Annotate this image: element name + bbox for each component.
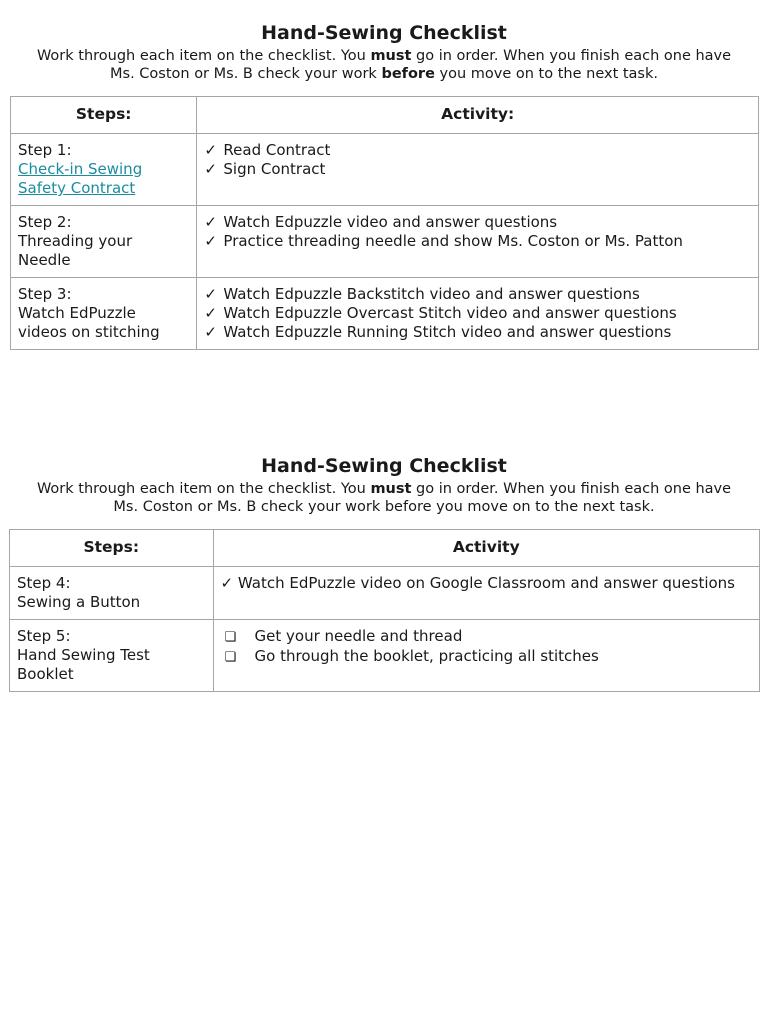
instructions-text [30, 480, 738, 516]
table-row [10, 620, 760, 692]
activity-text: Read Contract [223, 141, 331, 159]
checklist-table-1 [10, 96, 759, 350]
intro-text-part: Work through each item on the checklist. You [36, 481, 371, 497]
intro-emphasis-before: before [381, 66, 435, 82]
instructions-text [30, 47, 738, 83]
step-number: Step 4: [17, 574, 71, 592]
activity-item [204, 285, 751, 304]
activity-text: Watch Edpuzzle video and answer questions [223, 213, 558, 231]
activity-text: Sign Contract [223, 160, 326, 178]
step-description: Hand Sewing Test Booklet [17, 646, 150, 683]
checkmark-icon: ✓ [204, 285, 217, 303]
table-row [11, 278, 759, 350]
checklist-section-2 [0, 455, 768, 516]
checklist-item-text: Go through the booklet, practicing all stitches [254, 647, 599, 665]
step-cell [11, 134, 197, 206]
checkmark-icon: ✓ [204, 213, 217, 231]
activity-text: Watch Edpuzzle Overcast Stitch video and answer questions [223, 304, 677, 322]
step-number: Step 3: [18, 285, 72, 303]
checkmark-icon: ✓ [220, 574, 234, 592]
checkmark-icon: ✓ [204, 232, 217, 250]
intro-emphasis-must: must [370, 481, 412, 497]
table-row [10, 567, 760, 620]
step-cell [11, 278, 197, 350]
intro-text-part: go in order. When you finish each one have Ms. Coston or Ms. B check your work before you move on to the next task. [113, 481, 732, 515]
checkmark-icon: ✓ [204, 141, 217, 159]
activity-item [221, 574, 752, 593]
step-number: Step 2: [18, 213, 72, 231]
intro-emphasis-must: must [370, 48, 412, 64]
step-number: Step 5: [17, 627, 71, 645]
activity-item [204, 304, 751, 323]
checkmark-icon: ✓ [204, 160, 217, 178]
intro-text-part: Work through each item on the checklist. You [36, 48, 371, 64]
activity-item [204, 213, 751, 232]
activity-item [204, 160, 751, 179]
checklist-table-2 [9, 529, 760, 692]
activity-text: Watch EdPuzzle video on Google Classroom and answer questions [237, 574, 735, 592]
activity-text: Watch Edpuzzle Backstitch video and answer questions [223, 285, 640, 303]
checkbox-icon[interactable]: ❏ [224, 630, 237, 645]
activity-column-header: Activity: [197, 97, 759, 134]
checkmark-icon: ✓ [204, 323, 217, 341]
checklist-item [221, 647, 752, 667]
step-number: Step 1: [18, 141, 72, 159]
step-cell [11, 206, 197, 278]
checkbox-icon[interactable]: ❏ [224, 650, 237, 665]
intro-text-part: you move on to the next task. [434, 66, 658, 82]
table-row [11, 206, 759, 278]
checklist-section-1 [0, 22, 768, 83]
activity-text: Practice threading needle and show Ms. Coston or Ms. Patton [223, 232, 683, 250]
step-description: Watch EdPuzzle videos on stitching [18, 304, 160, 341]
steps-column-header: Steps: [11, 97, 197, 134]
table-header-row [10, 530, 760, 567]
table-header-row [11, 97, 759, 134]
activity-item [204, 141, 751, 160]
activity-cell [213, 620, 759, 692]
table-row [11, 134, 759, 206]
activity-column-header: Activity [213, 530, 759, 567]
activity-text: Watch Edpuzzle Running Stitch video and answer questions [223, 323, 672, 341]
step-cell [10, 567, 214, 620]
checkmark-icon: ✓ [204, 304, 217, 322]
step-description: Threading your Needle [18, 232, 133, 269]
steps-column-header: Steps: [10, 530, 214, 567]
step-description: Sewing a Button [17, 593, 141, 611]
activity-item [204, 232, 751, 251]
checklist-item [221, 627, 752, 647]
activity-cell [213, 567, 759, 620]
sewing-safety-contract-link[interactable]: Check-in Sewing Safety Contract [18, 160, 143, 197]
intro-text-part: go in order. When you finish each one have Ms. Coston or Ms. B check your work [110, 48, 732, 82]
checklist-item-text: Get your needle and thread [254, 627, 463, 645]
activity-item [204, 323, 751, 342]
activity-cell [197, 278, 759, 350]
activity-cell [197, 134, 759, 206]
page-title: Hand-Sewing Checklist [261, 22, 507, 44]
page-title: Hand-Sewing Checklist [261, 455, 507, 477]
step-cell [10, 620, 214, 692]
activity-cell [197, 206, 759, 278]
